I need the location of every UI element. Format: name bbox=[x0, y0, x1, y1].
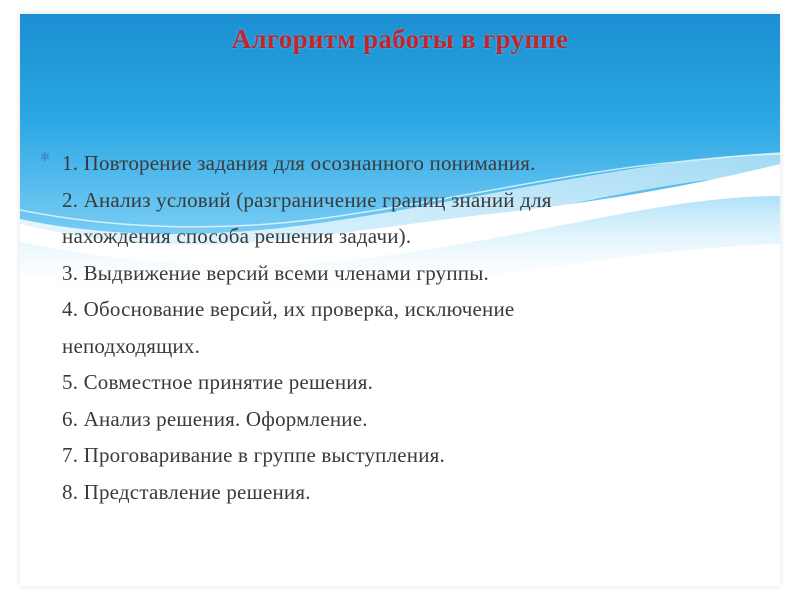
list-item: 8. Представление решения. bbox=[62, 479, 311, 504]
list-item: 4. Обоснование версий, их проверка, исключение bbox=[62, 297, 515, 321]
bullet-star-icon: ✱ bbox=[40, 150, 51, 164]
list-lines bbox=[62, 145, 740, 510]
list-item: 3. Выдвижение версий всеми членами группы. bbox=[62, 260, 489, 285]
list-item: нахождения способа решения задачи). bbox=[62, 224, 412, 248]
list-item: неподходящих. bbox=[62, 333, 201, 358]
list-item: 5. Совместное принятие решения. bbox=[62, 370, 374, 394]
algorithm-list bbox=[40, 145, 740, 510]
list-item: 1. Повторение задания для осознанного понимания. bbox=[62, 151, 536, 175]
slide-title: Алгоритм работы в группе bbox=[231, 24, 569, 54]
list-item: 6. Анализ решения. Оформление. bbox=[62, 406, 368, 431]
list-item: 2. Анализ условий (разграничение границ знаний для bbox=[62, 187, 552, 212]
list-item: 7. Проговаривание в группе выступления. bbox=[62, 443, 445, 467]
